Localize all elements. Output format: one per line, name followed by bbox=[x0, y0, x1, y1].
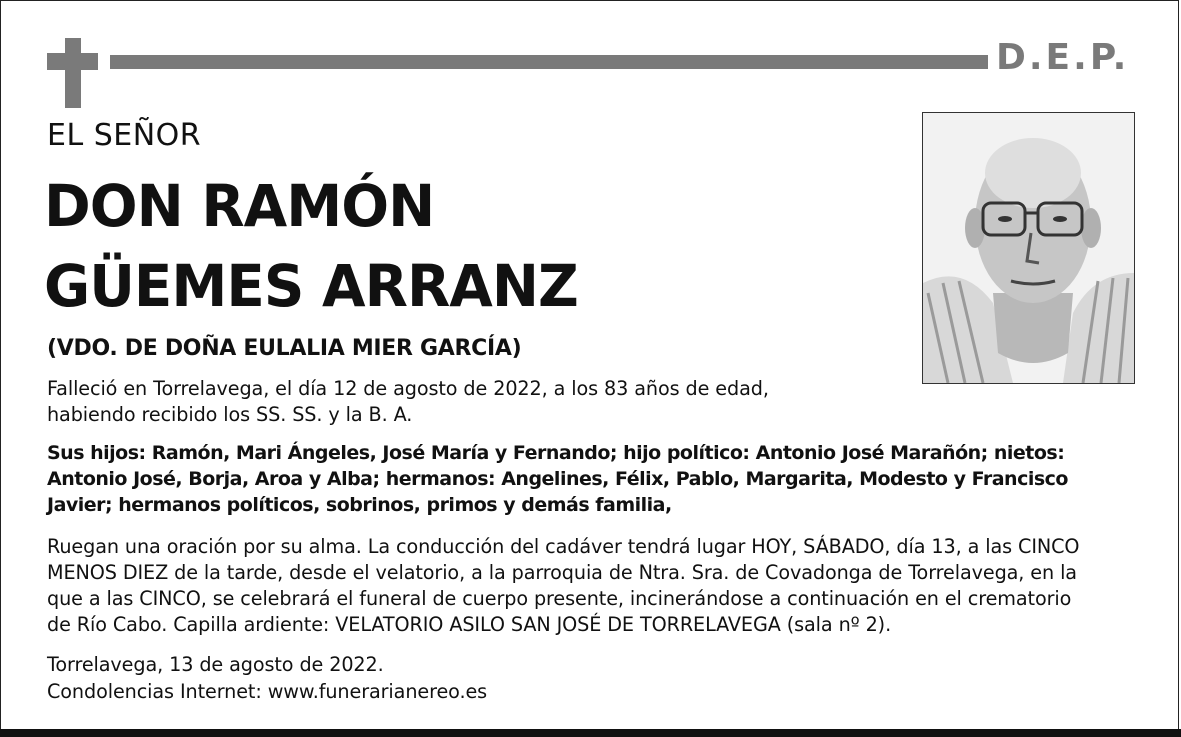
ceremony-line: Ruegan una oración por su alma. La conducción del cadáver tendrá lugar HOY, SÁBADO, día 13, a las CINCO bbox=[47, 535, 1080, 558]
deceased-name bbox=[44, 166, 578, 326]
header-rule bbox=[110, 55, 988, 69]
deceased-name-line-1: DON RAMÓN bbox=[44, 172, 435, 240]
dep-label: D.E.P. bbox=[996, 37, 1130, 78]
portrait-photo bbox=[922, 112, 1135, 384]
death-line: Falleció en Torrelavega, el día 12 de agosto de 2022, a los 83 años de edad, bbox=[47, 377, 769, 400]
spouse-note: (VDO. DE DOÑA EULALIA MIER GARCÍA) bbox=[47, 336, 522, 361]
family-line: Antonio José, Borja, Aroa y Alba; hermanos: Angelines, Félix, Pablo, Margarita, Modesto y Francisco bbox=[47, 468, 1068, 490]
condolences-link[interactable]: Condolencias Internet: www.funerarianereo.es bbox=[47, 680, 488, 703]
ceremony-line: que a las CINCO, se celebrará el funeral de cuerpo presente, incinerándose a continuación en el crematorio bbox=[47, 587, 1072, 610]
ceremony-details bbox=[47, 534, 1147, 638]
ceremony-line: de Río Cabo. Capilla ardiente: VELATORIO ASILO SAN JOSÉ DE TORRELAVEGA (sala nº 2). bbox=[47, 613, 892, 636]
bottom-border bbox=[0, 729, 1181, 737]
death-line: habiendo recibido los SS. SS. y la B. A. bbox=[47, 403, 413, 426]
cross-icon bbox=[65, 38, 81, 108]
place-date: Torrelavega, 13 de agosto de 2022. bbox=[47, 653, 384, 676]
cross-icon-arm bbox=[47, 53, 98, 70]
family-list bbox=[47, 440, 1147, 518]
deceased-name-line-2: GÜEMES ARRANZ bbox=[44, 252, 578, 320]
family-line: Javier; hermanos políticos, sobrinos, primos y demás familia, bbox=[47, 494, 672, 516]
honorific: EL SEÑOR bbox=[47, 118, 202, 153]
family-line: Sus hijos: Ramón, Mari Ángeles, José María y Fernando; hijo político: Antonio José Marañón; nietos: bbox=[47, 442, 1065, 464]
death-statement bbox=[47, 376, 907, 428]
ceremony-line: MENOS DIEZ de la tarde, desde el velatorio, a la parroquia de Ntra. Sra. de Covadonga de Torrelavega, en la bbox=[47, 561, 1077, 584]
portrait-image bbox=[923, 113, 1134, 383]
